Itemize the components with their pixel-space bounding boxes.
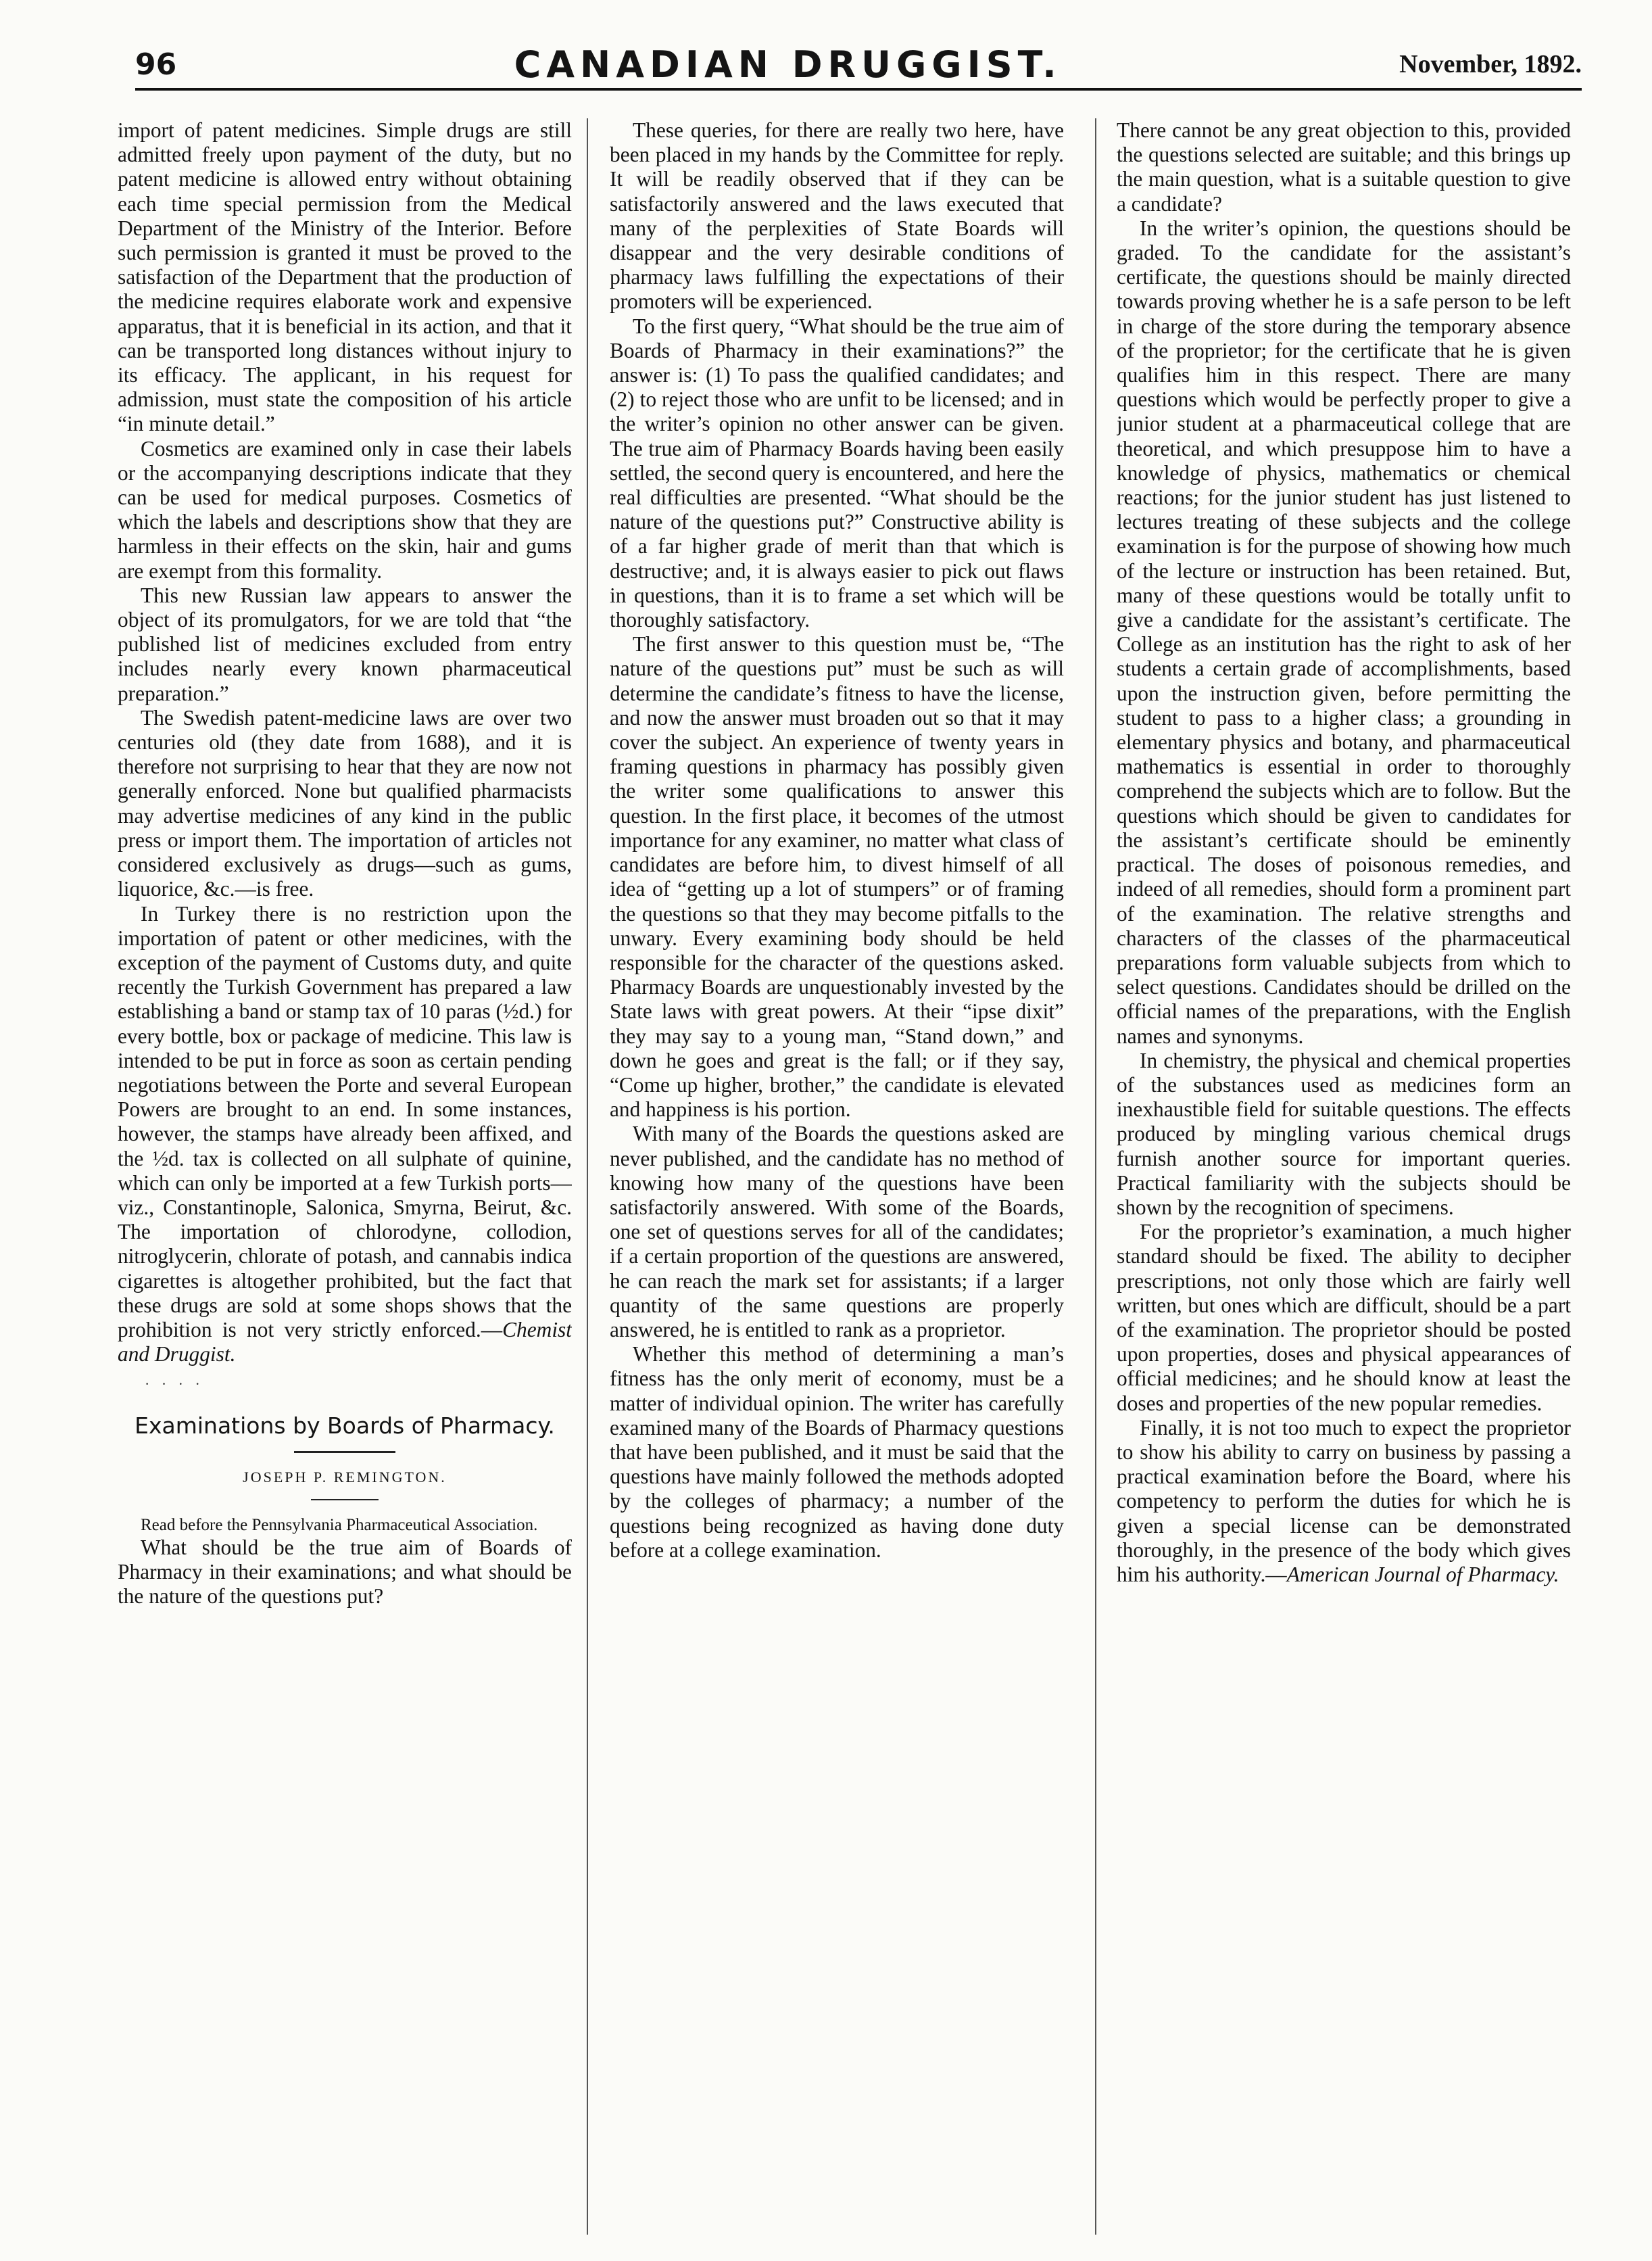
column-divider	[587, 118, 588, 2235]
paragraph: What should be the true aim of Boards of Pharmacy in their examinations; and what should be the nature of the questions put?	[118, 1535, 572, 1609]
paragraph-text: Finally, it is not too much to expect the proprietor to show his ability to carry on business by passing a practical examination before the Board, where his competency to perform the duties for which he is given a special license can be demonstrated thoroughly, in the presence of the body which gives him his authority.—	[1117, 1415, 1571, 1586]
paragraph: The first answer to this question must be, “The nature of the questions put” must be such as will determine the candidate’s fitness to have the license, and now the answer must broaden out so that it may cover the subject. An experience of twenty years in framing questions in pharmacy has possibly given the writer some qualifications to answer this question. In the first place, it becomes of the utmost importance for any examiner, no matter what class of candidates are before him, to divest himself of all idea of “getting up a lot of stumpers” or of framing the questions so that they may become pitfalls to the unwary. Every examining body should be held responsible for the character of the questions asked. Pharmacy Boards are unquestionably invested by the State laws with great powers. At their “ipse dixit” they may say to a young man, “Stand down,” and down he goes and great is the fall; or if they say, “Come up higher, brother,” the candidate is elevated and happiness is his portion.	[610, 632, 1064, 1122]
paragraph: Whether this method of determining a man’s fitness has the only merit of economy, must be a matter of individual opinion. The writer has carefully examined many of the Boards of Pharmacy questions that have been published, and it must be said that the questions have mainly followed the methods adopted by the colleges of pharmacy; a number of the questions being recognized as having done duty before at a college examination.	[610, 1342, 1064, 1562]
paragraph	[118, 902, 572, 1367]
paragraph: import of patent medicines. Simple drugs are still admitted freely upon payment of the duty, but no patent medicine is allowed entry without obtaining each time special permission from the Medical Department of the Ministry of the Interior. Before such permission is granted it must be proved to the satisfaction of the Department that the production of the medicine requires elaborate work and expensive apparatus, that it is beneficial in its action, and that it can be transported long distances without injury to its efficacy. The applicant, in his request for admission, must state the composition of his article “in minute detail.”	[118, 118, 572, 436]
article-author: JOSEPH P. REMINGTON.	[243, 1468, 447, 1485]
column-2	[610, 118, 1064, 2228]
column-divider	[1095, 118, 1096, 2235]
paragraph: For the proprietor’s examination, a much higher standard should be fixed. The ability to decipher prescriptions, not only those which are fairly well written, but ones which are difficult, should be a part of the examination. The proprietor should be posted upon properties, doses and physical appearances of official medicines; and he should know at least the doses and properties of the new popular remedies.	[1117, 1220, 1571, 1415]
column-3	[1117, 118, 1571, 2228]
source-citation: American Journal of Pharmacy.	[1286, 1562, 1559, 1586]
paragraph: Cosmetics are examined only in case their labels or the accompanying descriptions indicate that they can be used for medical purposes. Cosmetics of which the labels and descriptions show that they are harmless in their effects on the skin, hair and gums are exempt from this formality.	[118, 436, 572, 583]
author-rule	[311, 1499, 379, 1500]
paragraph-text: In Turkey there is no restriction upon the importation of patent or other medicines, with the exception of the payment of Customs duty, and quite recently the Turkish Government has prepared a law establishing a band or stamp tax of 10 paras (½d.) for every bottle, box or package of medicine. This law is intended to be put in force as soon as certain pending negotiations between the Porte and several European Powers are brought to an end. In some instances, however, the stamps have already been affixed, and the ½d. tax is collected on all sulphate of quinine, which can only be imported at a few Turkish ports—viz., Constantinople, Salonica, Smyrna, Beirut, &c. The importation of chlorodyne, collodion, nitroglycerin, chlorate of potash, and cannabis indica cigarettes is altogether prohibited, but the fact that these drugs are sold at some shops shows that the prohibition is not very strictly enforced.—	[118, 901, 572, 1341]
title-rule	[294, 1451, 395, 1453]
paragraph: The Swedish patent-medicine laws are over two centuries old (they date from 1688), and it is therefore not surprising to hear that they are now not generally enforced. None but qualified pharmacists may advertise medicines of any kind in the public press or import them. The importation of articles not considered exclusively as drugs—such as gums, liquorice, &c.—is free.	[118, 705, 572, 901]
article-note: Read before the Pennsylvania Pharmaceutical Association.	[141, 1515, 538, 1534]
paragraph: There cannot be any great objection to this, provided the questions selected are suitable; and this brings up the main question, what is a suitable question to give a candidate?	[1117, 118, 1571, 216]
column-1	[118, 118, 572, 2228]
magazine-title: CANADIAN DRUGGIST.	[514, 43, 1062, 86]
paragraph: To the first query, “What should be the true aim of Boards of Pharmacy in their examinations?” the answer is: (1) To pass the qualified candidates; and (2) to reject those who are unfit to be licensed; and in the writer’s opinion no other answer can be given. The true aim of Pharmacy Boards having been easily settled, the second query is encountered, and here the real difficulties are presented. “What should be the nature of the questions put?” Constructive ability is of a far higher grade of merit than that which is destructive; and, it is always easier to pick out flaws in questions, than it is to frame a set which will be thoroughly satisfactory.	[610, 314, 1064, 632]
paragraph: In the writer’s opinion, the questions should be graded. To the candidate for the assistant’s certificate, the questions should be mainly directed towards proving whether he is a safe person to be left in charge of the store during the temporary absence of the proprietor; for the certificate that he is given qualifies him in this respect. There are many questions which would be perfectly proper to give a junior student at a pharmaceutical college that are theoretical, and which presuppose him to have a knowledge of physics, mathematics or chemical reactions; for the junior student has just listened to lectures treating of these subjects and the college examination is for the purpose of showing how much of the lecture or instruction has been retained. But, many of these questions would be totally unfit to give a candidate for the assistant’s certificate. The College as an institution has the right to ask of her students a certain grade of accomplishments, based upon the instruction given, before permitting the student to pass to a higher class; a grounding in elementary physics and botany, and pharmaceutical mathematics is essential in order to thoroughly comprehend the subjects which are to follow. But the questions which should be given to candidates for the assistant’s certificate should be eminently practical. The doses of poisonous remedies, and indeed of all remedies, should form a prominent part of the examination. The relative strengths and characters of the classes of the pharmaceutical preparations form valuable subjects from which to select questions. Candidates should be drilled on the official names of the preparations, with the English names and synonyms.	[1117, 216, 1571, 1048]
page-number: 96	[135, 47, 177, 82]
source-citation: Chemist and Druggist.	[118, 1317, 572, 1366]
issue-date: November, 1892.	[1399, 50, 1582, 78]
paragraph: In chemistry, the physical and chemical properties of the substances used as medicines form an inexhaustible field for suitable questions. The effects produced by mingling various chemical drugs furnish another source for important queries. Practical familiarity with the subjects should be shown by the recognition of specimens.	[1117, 1048, 1571, 1219]
section-dots: · · · ·	[145, 1375, 204, 1393]
article-title: Examinations by Boards of Pharmacy.	[135, 1412, 555, 1439]
paragraph: These queries, for there are really two here, have been placed in my hands by the Committee for reply. It will be readily observed that if they can be satisfactorily answered and the laws executed that many of the perplexities of State Boards will disappear and the very desirable conditions of pharmacy laws fulfilling the expectations of their promoters will be experienced.	[610, 118, 1064, 314]
paragraph: This new Russian law appears to answer the object of its promulgators, for we are told that “the published list of medicines excluded from entry includes nearly every known pharmaceutical preparation.”	[118, 583, 572, 705]
paragraph	[1117, 1416, 1571, 1587]
paragraph: With many of the Boards the questions asked are never published, and the candidate has no method of knowing how many of the questions have been satisfactorily answered. With some of the Boards, one set of questions serves for all of the candidates; if a certain proportion of the questions are answered, he can reach the mark set for assistants; if a larger quantity of the same questions are properly answered, he is entitled to rank as a proprietor.	[610, 1122, 1064, 1341]
page-header	[135, 41, 1582, 91]
